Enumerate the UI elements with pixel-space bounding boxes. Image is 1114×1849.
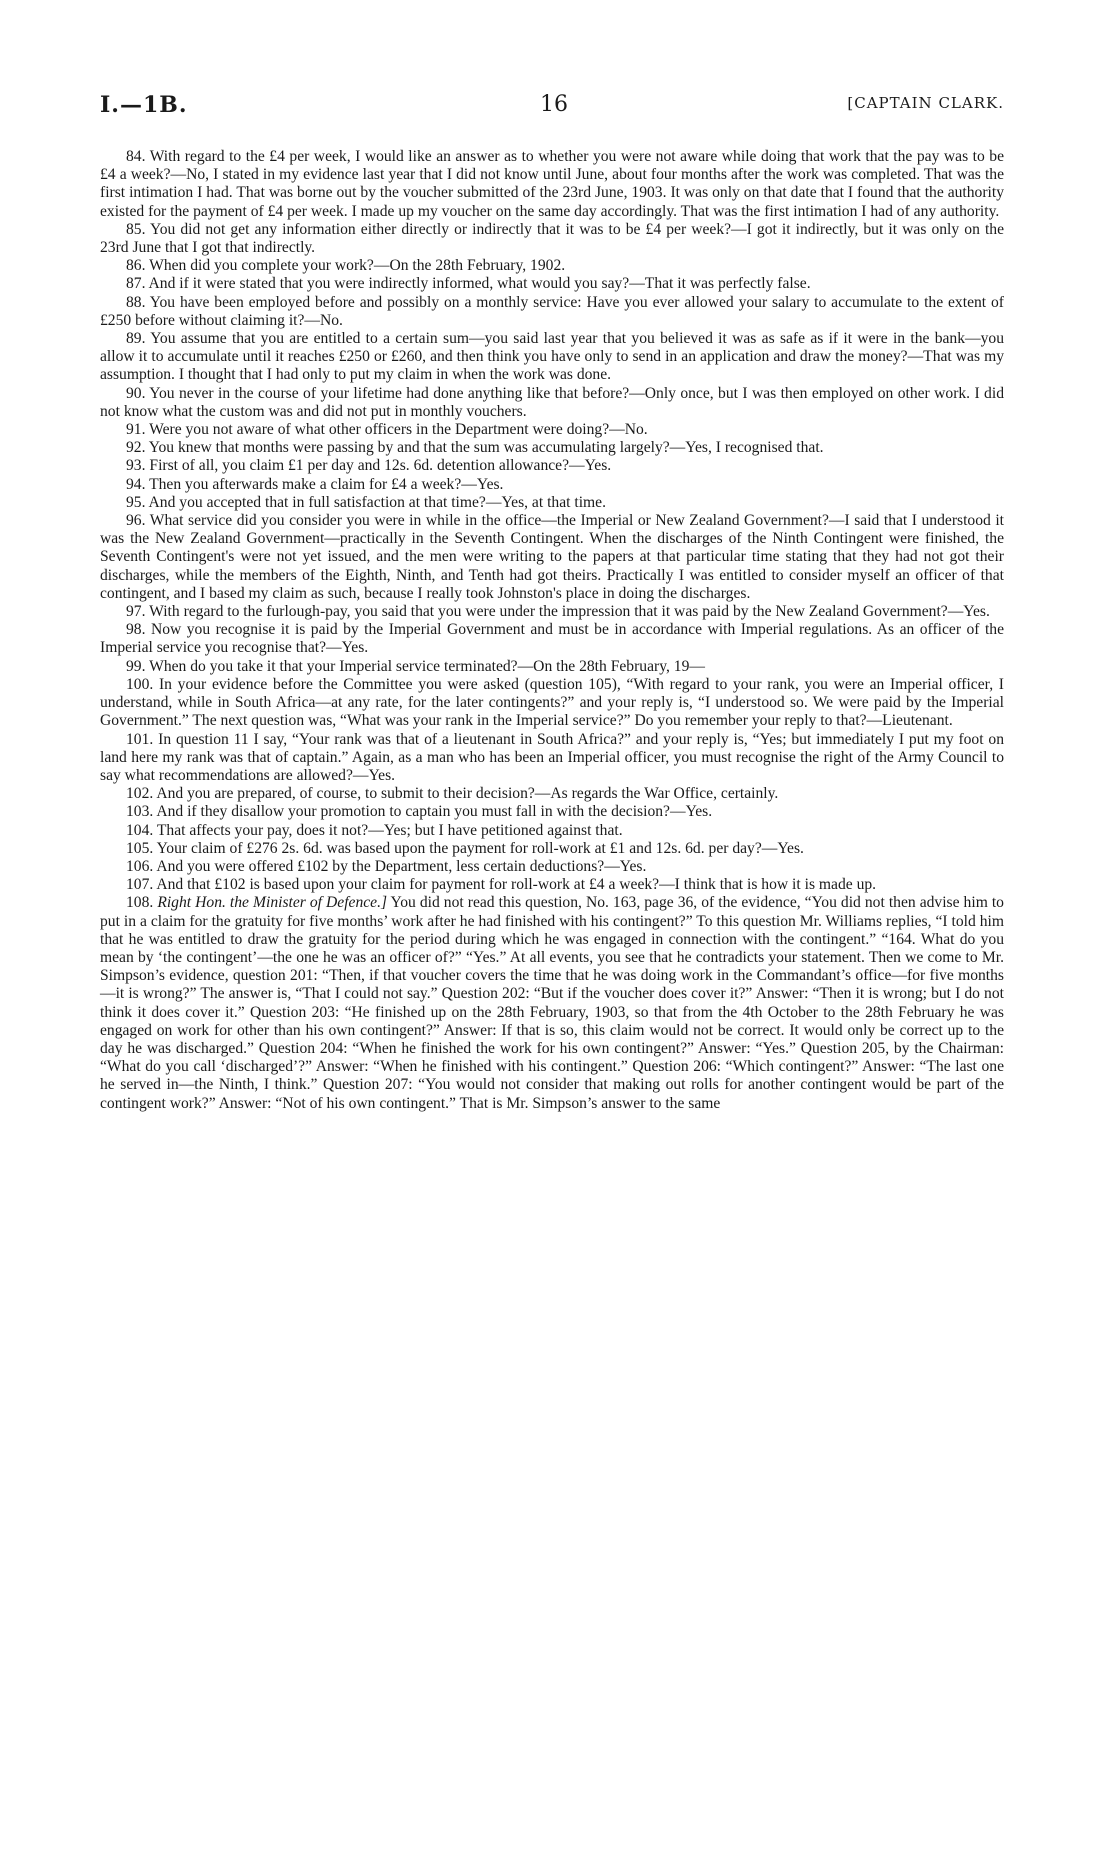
page-number: 16 xyxy=(540,92,568,117)
document-reference: I.—1B. xyxy=(100,92,188,118)
paragraph-86: 86. When did you complete your work?—On the 28th February, 1902. xyxy=(126,257,566,275)
paragraph-94: 94. Then you afterwards make a claim for £4 a week?—Yes. xyxy=(126,475,504,493)
paragraph-108-text: You did not read this question, No. 163, page 36, of the evidence, “You did not then advise him to put in a claim for the gratuity for five months’ work after he had finished with his contingent?” To this question Mr. Williams replies, “I told him that he was entitled to draw the gratuity for the period during which he was engaged in connection with the contingent.” “164. What do you mean by ‘the contingent’—the one he was an officer of?” “Yes.” At all events, you see that he contradicts your statement. Then we come to Mr. Simpson’s evidence, question 201: “Then, if that voucher covers the time that he was doing work in the Commandant’s office—for five months—it is wrong?” The answer is, “That I could not say.” Question 202: “But if the voucher does cover it?” Answer: “Then it is wrong; but I do not think it does cover it.” Question 203: “He finished up on the 28th February, 1903, so that from the 4th October to the 28th February he was engaged on work for other than his own contingent?” Answer: If that is so, this claim would not be correct. It would only be correct up to the day he was discharged.” Question 204: “When he finished the work for his own contingent?” Answer: “Yes.” Question 205, by the Chairman: “What do you call ‘discharged’?” Answer: “When he finished with his contingent.” Question 206: “Which contingent?” Answer: “The last one he served in—the Ninth, I think.” Question 207: “You would not consider that making out rolls for another contingent would be part of the contingent work?” Answer: “Not of his own contingent.” That is Mr. Simpson’s answer to the same xyxy=(100,894,1004,1112)
paragraph-93: 93. First of all, you claim £1 per day and 12s. 6d. detention allowance?—Yes. xyxy=(126,457,612,475)
speaker-attribution: Right Hon. the Minister of Defence.] xyxy=(157,894,388,912)
witness-name: [CAPTAIN CLARK. xyxy=(847,94,1004,112)
paragraph-103: 103. And if they disallow your promotion to captain you must fall in with the decision?—Yes. xyxy=(126,803,713,821)
paragraph-98: 98. Now you recognise it is paid by the Imperial Government and must be in accordance with Imperial regulations. As an officer of the Imperial service you recognise that?—Yes. xyxy=(100,621,1004,657)
paragraph-100: 100. In your evidence before the Committee you were asked (question 105), “With regard to your rank, you were an Imperial officer, I understand, while in South Africa—at any rate, for the later contingents?” and your reply is, “I understood so. We were paid by the Imperial Government.” The next question was, “What was your rank in the Imperial service?” Do you remember your reply to that?—Lieutenant. xyxy=(100,675,1004,730)
paragraph-88: 88. You have been employed before and possibly on a monthly service: Have you ever allowed your salary to accumulate to the extent of £250 before without claiming it?—No. xyxy=(100,293,1004,329)
page-header xyxy=(100,92,1004,122)
paragraph-97: 97. With regard to the furlough-pay, you said that you were under the impression that it was paid by the New Zealand Government?—Yes. xyxy=(126,603,990,621)
paragraph-85: 85. You did not get any information either directly or indirectly that it was to be £4 per week?—I got it indirectly, but it was only on the 23rd June that I got that indirectly. xyxy=(100,220,1004,257)
paragraph-104: 104. That affects your pay, does it not?—Yes; but I have petitioned against that. xyxy=(126,821,623,839)
page-body xyxy=(100,148,1004,1113)
paragraph-106: 106. And you were offered £102 by the Department, less certain deductions?—Yes. xyxy=(126,857,647,875)
paragraph-92: 92. You knew that months were passing by and that the sum was accumulating largely?—Yes, I recognised that. xyxy=(126,439,824,457)
paragraph-95: 95. And you accepted that in full satisfaction at that time?—Yes, at that time. xyxy=(126,493,606,511)
paragraph-108-number: 108. xyxy=(126,894,154,912)
paragraph-90: 90. You never in the course of your lifetime had done anything like that before?—Only once, but I was then employed on other work. I did not know what the custom was and did not put in monthly vouchers. xyxy=(100,384,1004,420)
paragraph-84: 84. With regard to the £4 per week, I would like an answer as to whether you were not aware while doing that work that the pay was to be £4 a week?—No, I stated in my evidence last year that I did not know until June, about four months after the work was completed. That was the first intimation I had. That was borne out by the voucher submitted of the 23rd June, 1903. It was only on that date that I found that the authority existed for the payment of £4 per week. I made up my voucher on the same day accordingly. That was the first intimation I had of any authority. xyxy=(100,148,1004,220)
paragraph-99: 99. When do you take it that your Imperial service terminated?—On the 28th February, 19— xyxy=(126,657,705,675)
paragraph-105: 105. Your claim of £276 2s. 6d. was based upon the payment for roll-work at £1 and 12s. 6d. per day?—Yes. xyxy=(126,839,804,857)
paragraph-87: 87. And if it were stated that you were indirectly informed, what would you say?—That it was perfectly false. xyxy=(126,275,811,293)
paragraph-102: 102. And you are prepared, of course, to submit to their decision?—As regards the War Office, certainly. xyxy=(126,785,779,803)
paragraph-96: 96. What service did you consider you were in while in the office—the Imperial or New Zealand Government?—I said that I understood it was the New Zealand Government—practically in the Seventh Contingent. When the discharges of the Ninth Contingent were finished, the Seventh Contingent's were not yet issued, and the men were writing to the papers at that particular time stating that they had not got their discharges, while the members of the Eighth, Ninth, and Tenth had got theirs. Practically I was entitled to consider myself an officer of that contingent, and I based my claim as such, because I really took Johnston's place in doing the discharges. xyxy=(100,512,1004,602)
paragraph-91: 91. Were you not aware of what other officers in the Department were doing?—No. xyxy=(126,421,648,439)
paragraph-101: 101. In question 11 I say, “Your rank was that of a lieutenant in South Africa?” and your reply is, “Yes; but immediately I put my foot on land here my rank was that of captain.” Again, as a man who has been an Imperial officer, you must recognise the right of the Army Council to say what recommendations are allowed?—Yes. xyxy=(100,730,1004,784)
paragraph-108 xyxy=(100,894,1004,1112)
paragraph-89: 89. You assume that you are entitled to a certain sum—you said last year that you believed it was as safe as if it were in the bank—you allow it to accumulate until it reaches £250 or £260, and then think you have only to send in an application and draw the money?—That was my assumption. I thought that I had only to put my claim in when the work was done. xyxy=(100,330,1004,384)
paragraph-107: 107. And that £102 is based upon your claim for payment for roll-work at £4 a week?—I think that is how it is made up. xyxy=(126,876,877,894)
